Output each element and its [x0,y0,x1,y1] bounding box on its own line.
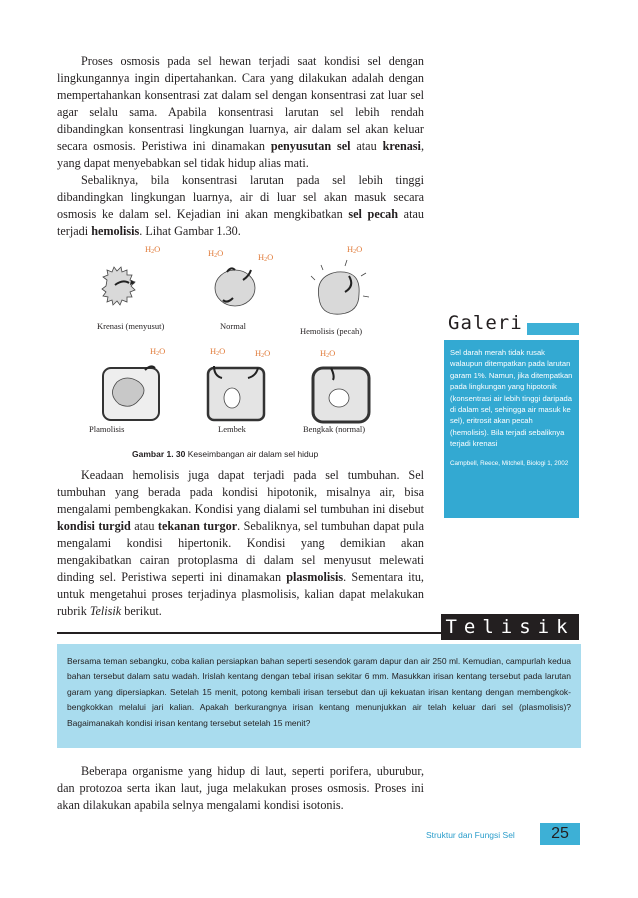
term-penyusutan-sel: penyusutan sel [270,139,351,153]
telisik-divider [57,632,441,634]
closing-paragraph [57,763,424,814]
label-krenasi: Krenasi (menyusut) [97,321,165,331]
h2o-label: $H_2O$ [150,346,166,357]
intro-paragraphs [57,53,424,240]
telisik-box [57,644,581,748]
paragraph-plasmolisis: Keadaan hemolisis juga dapat terjadi pada sel tumbuhan. Sel tumbuhan yang berada pada kondisi hipotonik, misalnya air, bisa mengalami pembengkakan. Kondisi yang dialami sel tumbuhan ini disebut kondisi turgid atau tekanan turgor. Sebaliknya, sel tumbuhan dapat pula mengalami kondisi hipertonik. Kondisi yang demikian akan mengakibatkan cairan protoplasma di dalam sel menyusut melewati dinding sel. Peristiwa seperti ini dinamakan plasmolisis. Sementara itu, untuk mengetahui proses terjadinya plasmolisis, kalian dapat melakukan rubrik Telisik berikut. [57,468,424,618]
figure-water-balance [57,244,424,494]
term-plasmolisis: plasmolisis [286,570,344,584]
cell-plasmolisis [97,362,167,424]
footer-chapter-title: Struktur dan Fungsi Sel [426,830,515,840]
galeri-title: Galeri [448,312,523,334]
h2o-label: $H_2O$ [145,244,161,255]
h2o-label: $H_2O$ [210,346,226,357]
term-hemolisis: hemolisis [91,224,140,238]
label-normal: Normal [220,321,246,331]
cell-lembek [202,362,272,424]
turgid-cell-illustration [307,364,377,426]
h2o-label: $H_2O$ [258,252,274,263]
term-telisik: Telisik [89,604,122,618]
cell-krenasi [95,250,155,320]
paragraph-isotonis: Beberapa organisme yang hidup di laut, seperti porifera, uburubur, dan protozoa serta ikan laut, juga melakukan proses osmosis. Proses ini akan dilakukan apabila selnya mengalami kondisi isotonis. [57,764,424,812]
term-kondisi-turgid: kondisi turgid [57,519,131,533]
h2o-label: $H_2O$ [208,248,224,259]
telisik-text: Bersama teman sebangku, coba kalian persiapkan bahan seperti sesendok garam dapur dan air 250 ml. Kemudian, campurlah kedua bahan tersebut dalam satu wadah. Irislah kentang dengan tebal irisan sekitar 6 mm. Masukkan irisan kentang tersebut pada larutan garam yang dipersiapkan. Setelah 15 menit, potong kembali irisan tersebut dan uji kekuatan irisan kentang dengan membengkok-bengkokkan melalui jari kalian. Apakah berkurangnya irisan kentang menunjukkan air telah keluar dari sel (plasmolisis)? Bagaimanakah kondisi irisan kentang tersebut setelah 15 menit? [67,656,571,728]
figure-caption: Gambar 1. 30 Keseimbangan air dalam sel hidup [132,449,319,459]
label-lembek: Lembek [218,424,246,434]
plant-cell-paragraph [57,467,424,620]
normal-cell-illustration [205,250,265,320]
h2o-label: $H_2O$ [320,348,336,359]
term-sel-pecah: sel pecah [348,207,399,221]
flaccid-cell-illustration [202,362,272,424]
galeri-text: Sel darah merah tidak rusak walaupun ditempatkan pada larutan garam 1%. Namun, jika ditempatkan pada lingkungan yang hipotonik (konsentrasi air lebih tinggi daripada di dalam sel, sehingga air masuk ke sel), eritrosit akan pecah (hemolisis). Bila terjadi sebaliknya terjadi krenasi [450,348,573,449]
term-krenasi: krenasi [382,139,421,153]
paragraph-krenasi: Proses osmosis pada sel hewan terjadi saat kondisi sel dengan lingkungannya ingin dipertahankan. Cara yang dilakukan adalah dengan mempertahankan konsentrasi zat dalam sel dengan konsentrasi zat luar sel agar selalu sama. Apabila konsentrasi larutan sel lebih rendah dibandingkan konsentrasi lingkungan luarnya, air dalam sel akan keluar secara osmosis. Peristiwa ini dinamakan penyusutan sel atau krenasi, yang dapat menyebabkan sel tidak hidup alias mati. [57,54,424,170]
galeri-box [444,340,579,518]
telisik-heading: Telisik [441,614,579,640]
cell-bengkak [307,364,377,426]
label-bengkak: Bengkak (normal) [303,424,366,434]
burst-cell-illustration [305,250,375,330]
page-number: 25 [540,823,580,845]
galeri-accent-bar [527,323,579,335]
paragraph-hemolisis: Sebaliknya, bila konsentrasi larutan pada sel lebih tinggi dibandingkan lingkungan luarnya, air di luar sel akan masuk secara osmosis ke dalam sel. Kejadian ini akan mengkibatkan sel pecah atau terjadi hemolisis. Lihat Gambar 1.30. [57,173,424,238]
galeri-source: Campbell, Reece, Mitchell, Biologi 1, 2002 [450,459,569,467]
h2o-label: $H_2O$ [255,348,271,359]
term-tekanan-turgor: tekanan turgor [157,519,238,533]
label-plasmolisis: Plamolisis [89,424,125,434]
label-hemolisis: Hemolisis (pecah) [300,326,363,336]
crenated-cell-illustration [95,250,155,320]
cell-normal [205,250,265,320]
cell-hemolisis [305,250,375,330]
plasmolysed-cell-illustration [97,362,167,424]
h2o-label: $H_2O$ [347,244,363,255]
